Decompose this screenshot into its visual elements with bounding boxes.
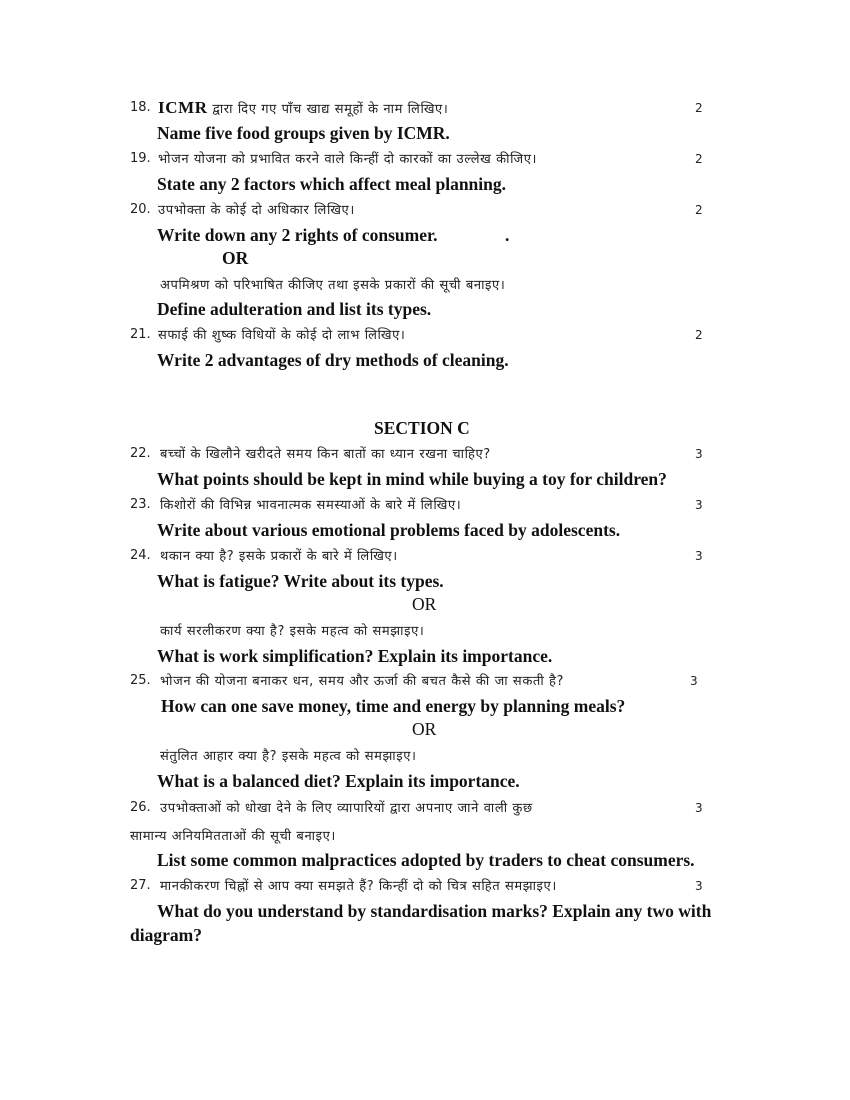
question-marks: 2	[695, 328, 703, 342]
question-english: How can one save money, time and energy by planning meals?	[161, 696, 626, 716]
question-number: 20.	[130, 202, 151, 217]
section-heading: SECTION C	[374, 418, 470, 438]
question-hindi: ICMR द्वारा दिए गए पाँच खाद्य समूहों के नाम लिखिए।	[158, 98, 449, 117]
question-english: Name five food groups given by ICMR.	[157, 123, 450, 143]
question-english: Write down any 2 rights of consumer.	[157, 225, 438, 245]
question-hindi: बच्चों के खिलौने खरीदते समय किन बातों का ध्यान रखना चाहिए?	[160, 447, 491, 462]
question-alt-english: What is work simplification? Explain its importance.	[157, 646, 553, 666]
or-divider: OR	[412, 594, 437, 614]
question-hindi: भोजन योजना को प्रभावित करने वाले किन्हीं दो कारकों का उल्लेख कीजिए।	[158, 152, 538, 167]
question-marks: 3	[695, 801, 703, 815]
question-hindi: भोजन की योजना बनाकर धन, समय और ऊर्जा की बचत कैसे की जा सकती है?	[160, 674, 565, 689]
question-alt-english: Define adulteration and list its types.	[157, 299, 432, 319]
question-hindi: उपभोक्ता के कोई दो अधिकार लिखिए।	[158, 203, 355, 218]
question-hindi: उपभोक्ताओं को धोखा देने के लिए व्यापारियों द्वारा अपनाए जाने वाली कुछ	[160, 801, 533, 816]
question-marks: 3	[690, 674, 698, 688]
question-hindi: किशोरों की विभिन्न भावनात्मक समस्याओं के बारे में लिखिए।	[160, 498, 462, 513]
question-alt-hindi: कार्य सरलीकरण क्या है? इसके महत्व को समझाइए।	[160, 624, 425, 639]
question-number: 24.	[130, 548, 151, 563]
question-english: List some common malpractices adopted by traders to cheat consumers.	[157, 850, 695, 870]
question-number: 27.	[130, 878, 151, 893]
question-english: What points should be kept in mind while buying a toy for children?	[157, 469, 667, 489]
question-number: 19.	[130, 151, 151, 166]
or-divider: OR	[412, 719, 437, 739]
question-alt-hindi: अपमिश्रण को परिभाषित कीजिए तथा इसके प्रकारों की सूची बनाइए।	[160, 278, 506, 293]
or-divider: OR	[222, 248, 249, 268]
question-english-continued: diagram?	[130, 925, 202, 945]
question-alt-english: What is a balanced diet? Explain its importance.	[157, 771, 520, 791]
question-english: Write 2 advantages of dry methods of cleaning.	[157, 350, 509, 370]
question-number: 21.	[130, 327, 151, 342]
question-marks: 3	[695, 879, 703, 893]
question-marks: 2	[695, 152, 703, 166]
question-marks: 2	[695, 101, 703, 115]
question-number: 25.	[130, 673, 151, 688]
question-hindi: थकान क्या है? इसके प्रकारों के बारे में लिखिए।	[160, 549, 398, 564]
question-english: State any 2 factors which affect meal planning.	[157, 174, 507, 194]
question-marks: 2	[695, 203, 703, 217]
question-english: Write about various emotional problems faced by adolescents.	[157, 520, 621, 540]
question-english: What do you understand by standardisation marks? Explain any two with	[157, 901, 712, 921]
question-marks: 3	[695, 447, 703, 461]
question-hindi: मानकीकरण चिह्नों से आप क्या समझते हैं? किन्हीं दो को चित्र सहित समझाइए।	[160, 879, 557, 894]
question-english: What is fatigue? Write about its types.	[157, 571, 444, 591]
question-hindi-continued: सामान्य अनियमितताओं की सूची बनाइए।	[130, 829, 336, 844]
question-number: 18.	[130, 100, 151, 115]
stray-mark: .	[505, 225, 510, 245]
question-marks: 3	[695, 498, 703, 512]
question-marks: 3	[695, 549, 703, 563]
question-number: 26.	[130, 800, 151, 815]
question-number: 22.	[130, 446, 151, 461]
question-hindi: सफाई की शुष्क विधियों के कोई दो लाभ लिखिए।	[158, 328, 406, 343]
question-number: 23.	[130, 497, 151, 512]
question-alt-hindi: संतुलित आहार क्या है? इसके महत्व को समझाइए।	[160, 749, 417, 764]
